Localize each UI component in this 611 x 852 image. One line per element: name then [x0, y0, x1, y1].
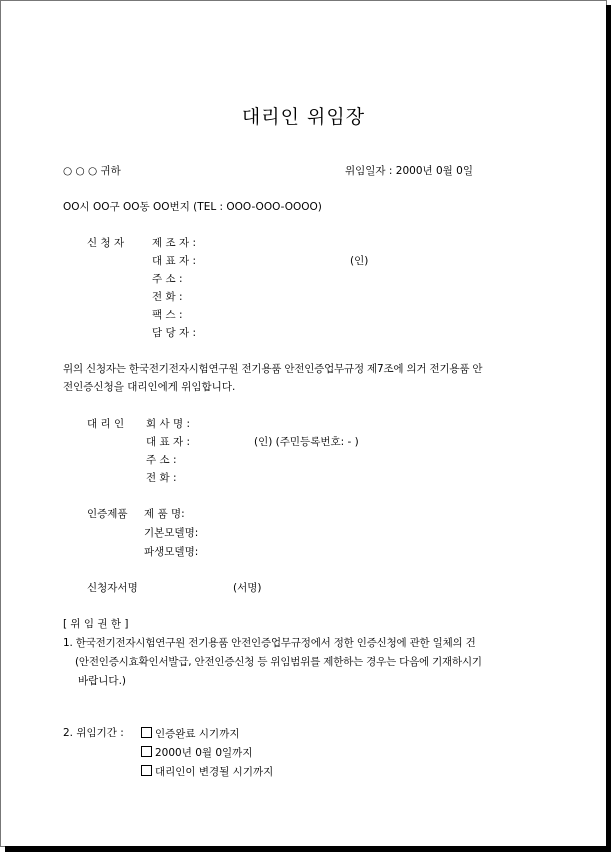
authority-heading: [ 위 임 권 한 ] [63, 618, 129, 630]
period-label: 2. 위임기간 : [63, 727, 124, 739]
delegation-paragraph-line1: 위의 신청자는 한국전기전자시험연구원 전기용품 안전인증업무규정 제7조에 의거 전기용품 안 [63, 363, 483, 375]
checkbox-icon[interactable] [141, 765, 152, 776]
authority-item1-line3: 바랍니다.) [78, 675, 127, 687]
period-option-2[interactable]: 2000년 0월 0일까지 [141, 746, 252, 760]
address-line: OO시 OO구 OO동 OO번지 (TEL : OOO-OOO-OOOO) [63, 201, 322, 213]
delegation-paragraph-line2: 전인증신청을 대리인에게 위임합니다. [63, 381, 236, 393]
signature-label: 신청자서명 [87, 582, 138, 594]
period-option-3[interactable]: 대리인이 변경될 시기까지 [141, 765, 273, 779]
seal-mark: (인) [350, 255, 369, 267]
checkbox-icon[interactable] [141, 746, 152, 757]
agent-phone-label: 전 화 : [146, 472, 177, 484]
document-title: 대리인 위임장 [241, 106, 366, 128]
agent-address-label: 주 소 : [146, 454, 177, 466]
page-shadow-bottom [5, 846, 611, 852]
manufacturer-label: 제 조 자 : [152, 237, 196, 249]
base-model-label: 기본모델명: [144, 527, 199, 539]
recipient: ○ ○ ○ 귀하 [63, 165, 121, 177]
agent-heading: 대 리 인 [87, 418, 125, 430]
agent-representative-label: 대 표 자 : [146, 436, 190, 448]
agent-seal-id: (인) (주민등록번호: - ) [254, 436, 359, 448]
page-shadow-right [606, 5, 611, 852]
address-label: 주 소 : [152, 273, 183, 285]
checkbox-icon[interactable] [141, 727, 152, 738]
authority-item1-line2: (안전인증시효확인서발급, 안전인증신청 등 위임범위를 제한하는 경우는 다음에 기재하시기 [75, 656, 482, 668]
contact-person-label: 담 당 자 : [152, 327, 196, 339]
phone-label: 전 화 : [152, 291, 183, 303]
authority-item1-line1: 1. 한국전기전자시험연구원 전기용품 안전인증업무규정에서 정한 인증신청에 관한 일체의 건 [63, 637, 476, 649]
derived-model-label: 파생모델명: [144, 546, 199, 558]
signature-mark: (서명) [233, 582, 262, 594]
applicant-heading: 신 청 자 [87, 237, 125, 249]
period-option-1[interactable]: 인증완료 시기까지 [141, 727, 239, 741]
product-heading: 인증제품 [87, 508, 128, 520]
representative-label: 대 표 자 : [152, 255, 196, 267]
delegation-date: 위임일자 : 2000년 0월 0일 [345, 165, 473, 177]
product-name-label: 제 품 명: [144, 508, 185, 520]
company-name-label: 회 사 명 : [146, 418, 190, 430]
fax-label: 팩 스 : [152, 309, 183, 321]
